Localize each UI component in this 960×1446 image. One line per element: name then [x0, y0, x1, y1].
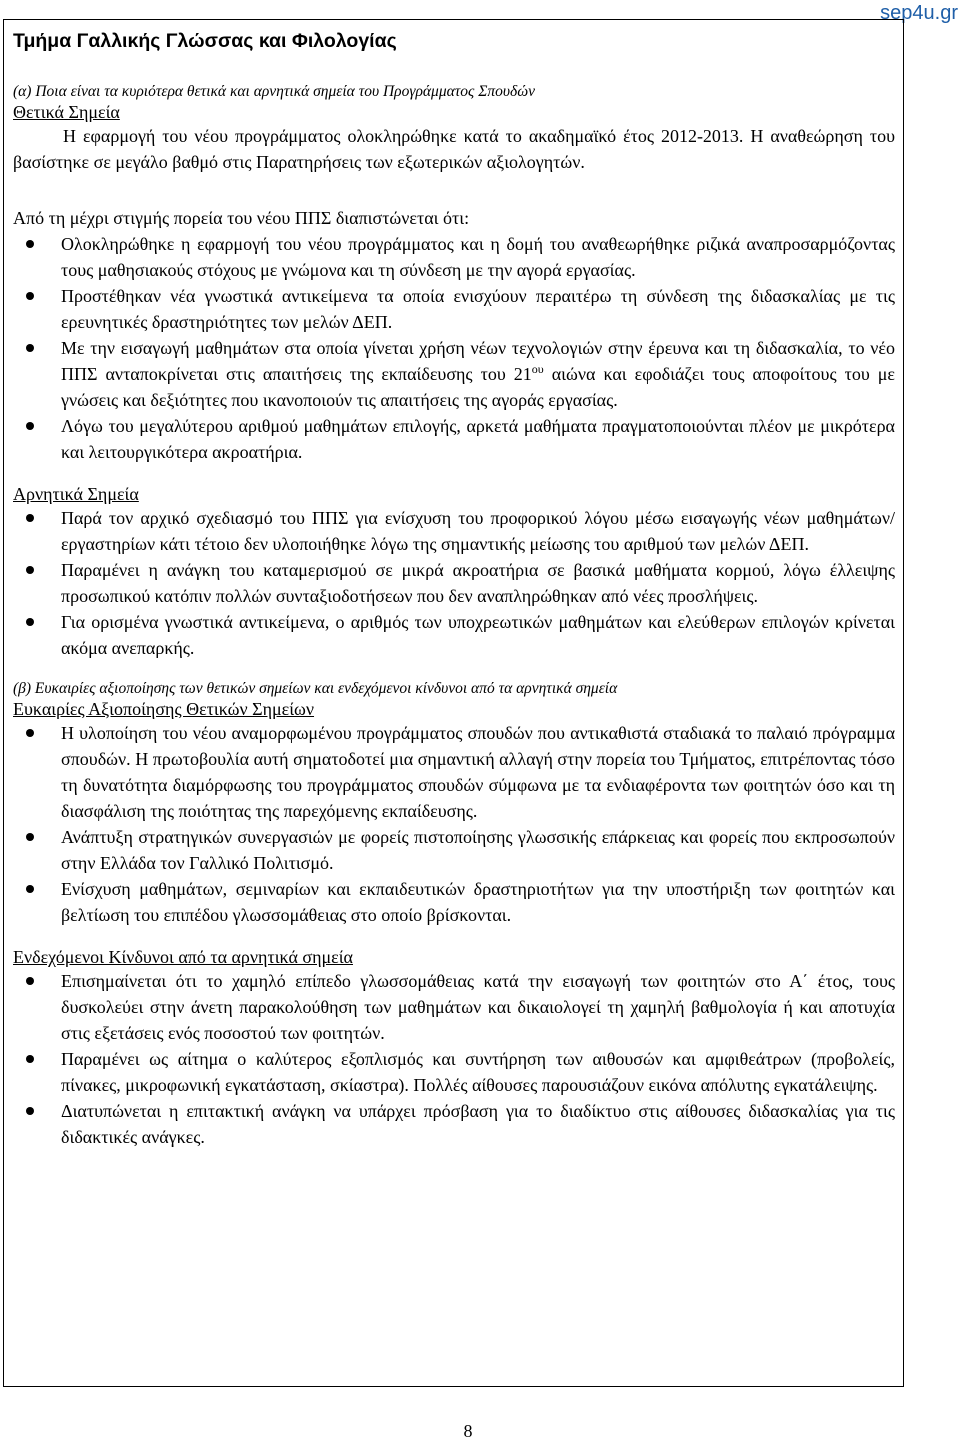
ordinal-superscript: ου [531, 362, 544, 376]
list-item [13, 231, 895, 283]
page-number: 8 [463, 1421, 473, 1441]
negative-list [13, 505, 895, 661]
list-item-text: Παραμένει η ανάγκη του καταμερισμού σε μικρά ακροατήρια σε βασικά μαθήματα κορμού, λόγω έλλειψης προσωπικού κατόπιν πολλών συνταξιοδοτήσεων που δεν αναπληρώθηκαν από νέες προσλήψεις. [61, 560, 895, 606]
list-item-text: Με την εισαγωγή μαθημάτων στα οποία γίνεται χρήση νέων τεχνολογιών στην έρευνα και τη διδασκαλία, το νέο ΠΠΣ ανταποκρίνεται στις απαιτήσεις της εκπαίδευσης του 21 [61, 338, 895, 384]
list-item [13, 283, 895, 335]
list-item [13, 609, 895, 661]
positive-paragraph: Η εφαρμογή του νέου προγράμματος ολοκληρώθηκε κατά το ακαδημαϊκό έτος 2012-2013. Η αναθεώρηση του βασίστηκε σε μεγάλο βαθμό στις Παρατηρήσεις των εξωτερικών αξιολογητών. [13, 126, 895, 172]
risks-heading: Ενδεχόμενοι Κίνδυνοι από τα αρνητικά σημεία [13, 947, 353, 967]
bullet-icon [26, 566, 34, 574]
list-item-text: αιώνα και εφοδιάζει τους αποφοίτους του με γνώσεις και δεξιότητες που ικανοποιούν τις απαιτήσεις της αγοράς εργασίας. [61, 364, 895, 410]
positive-heading: Θετικά Σημεία [13, 102, 120, 122]
bullet-icon [26, 240, 34, 248]
bullet-icon [26, 977, 34, 985]
bullet-icon [26, 422, 34, 430]
list-item [13, 1098, 895, 1150]
bullet-icon [26, 618, 34, 626]
bullet-icon [26, 344, 34, 352]
list-item-text: Επισημαίνεται ότι το χαμηλό επίπεδο γλωσσομάθειας κατά την εισαγωγή των φοιτητών στο Α΄ έτος, τους δυσκολεύει στην άνετη παρακολούθηση των μαθημάτων και δικαιολογεί τη χαμηλή βαθμολογία ή και αποτυχία στις εξετάσεις ενός ποσοστού των φοιτητών. [61, 971, 895, 1043]
bullet-icon [26, 292, 34, 300]
question-b: (β) Ευκαιρίες αξιοποίησης των θετικών σημείων και ενδεχόμενοι κίνδυνοι από τα αρνητικά σημεία [13, 680, 618, 697]
list-item [13, 505, 895, 557]
list-item-text: Ανάπτυξη στρατηγικών συνεργασιών με φορείς πιστοποίησης γλωσσικής επάρκειας και φορείς που εκπροσωπούν στην Ελλάδα τον Γαλλικό Πολιτισμό. [61, 827, 895, 873]
list-item-text: Παραμένει ως αίτημα ο καλύτερος εξοπλισμός και συντήρηση των αιθουσών και αμφιθεάτρων (προβολείς, πίνακες, μικροφωνική εγκατάσταση, σκίαστρα). Πολλές αίθουσες παρουσιάζουν εικόνα απόλυτης εγκατάλειψης. [61, 1049, 895, 1095]
risks-list [13, 968, 895, 1150]
bullet-icon [26, 1055, 34, 1063]
opportunities-heading: Ευκαιρίες Αξιοποίησης Θετικών Σημείων [13, 699, 315, 719]
list-item [13, 720, 895, 824]
document-body [13, 27, 895, 1150]
list-item-text: Παρά τον αρχικό σχεδιασμό του ΠΠΣ για ενίσχυση του προφορικού λόγου μέσω εισαγωγής νέων μαθημάτων/εργαστηρίων κάτι τέτοιο δεν υλοποιήθηκε λόγω της σημαντικής μείωσης του αριθμού των μελών ΔΕΠ. [61, 508, 895, 554]
list-item-text: Η υλοποίηση του νέου αναμορφωμένου προγράμματος σπουδών που αντικαθιστά σταδιακά το παλαιό πρόγραμμα σπουδών. Η πρωτοβουλία αυτή σηματοδοτεί μια σημαντική αλλαγή στην πορεία του Τμήματος, επιτρέποντας τόσο τη δυνατότητα διαμόρφωσης του προγράμματος σπουδών σύμφωνα με τα ενδιαφέροντα των φοιτητών όσο και τη διασφάλιση της ποιότητας της παρεχόμενης εκπαίδευσης. [61, 723, 895, 821]
list-item [13, 335, 895, 413]
bullet-icon [26, 514, 34, 522]
list-item-text: Διατυπώνεται η επιτακτική ανάγκη να υπάρχει πρόσβαση για το διαδίκτυο στις αίθουσες διδασκαλίας για τις διδακτικές ανάγκες. [61, 1101, 895, 1147]
list-item-text: Λόγω του μεγαλύτερου αριθμού μαθημάτων επιλογής, αρκετά μαθήματα πραγματοποιούνται πλέον με μικρότερα και λειτουργικότερα ακροατήρια. [61, 416, 895, 462]
list-item [13, 557, 895, 609]
list-item-text: Ενίσχυση μαθημάτων, σεμιναρίων και εκπαιδευτικών δραστηριοτήτων για την υποστήριξη των φοιτητών και βελτίωση του επιπέδου γλωσσομάθειας στο οποίο βρίσκονται. [61, 879, 895, 925]
bullet-icon [26, 833, 34, 841]
bullet-icon [26, 729, 34, 737]
positive-list [13, 231, 895, 465]
list-item [13, 968, 895, 1046]
positive-intro: Από τη μέχρι στιγμής πορεία του νέου ΠΠΣ διαπιστώνεται ότι: [13, 208, 470, 228]
negative-heading: Αρνητικά Σημεία [13, 484, 139, 504]
department-title: Τμήμα Γαλλικής Γλώσσας και Φιλολογίας [13, 30, 397, 52]
list-item-text: Προστέθηκαν νέα γνωστικά αντικείμενα τα οποία ενισχύουν περαιτέρω τη σύνδεση της διδασκαλίας με τις ερευνητικές δραστηριότητες των μελών ΔΕΠ. [61, 286, 895, 332]
bullet-icon [26, 1107, 34, 1115]
bullet-icon [26, 885, 34, 893]
list-item-text: Για ορισμένα γνωστικά αντικείμενα, ο αριθμός των υποχρεωτικών μαθημάτων και ελεύθερων επιλογών κρίνεται ακόμα ανεπαρκής. [61, 612, 895, 658]
opportunities-list [13, 720, 895, 928]
question-a: (α) Ποια είναι τα κυριότερα θετικά και αρνητικά σημεία του Προγράμματος Σπουδών [13, 83, 535, 100]
list-item [13, 1046, 895, 1098]
site-watermark: sep4u.gr [880, 2, 958, 24]
list-item [13, 413, 895, 465]
list-item-text: Ολοκληρώθηκε η εφαρμογή του νέου προγράμματος και η δομή του αναθεωρήθηκε ριζικά αναπροσαρμόζοντας τους μαθησιακούς στόχους με γνώμονα και τη σύνδεση με την αγορά εργασίας. [61, 234, 895, 280]
list-item [13, 876, 895, 928]
list-item [13, 824, 895, 876]
